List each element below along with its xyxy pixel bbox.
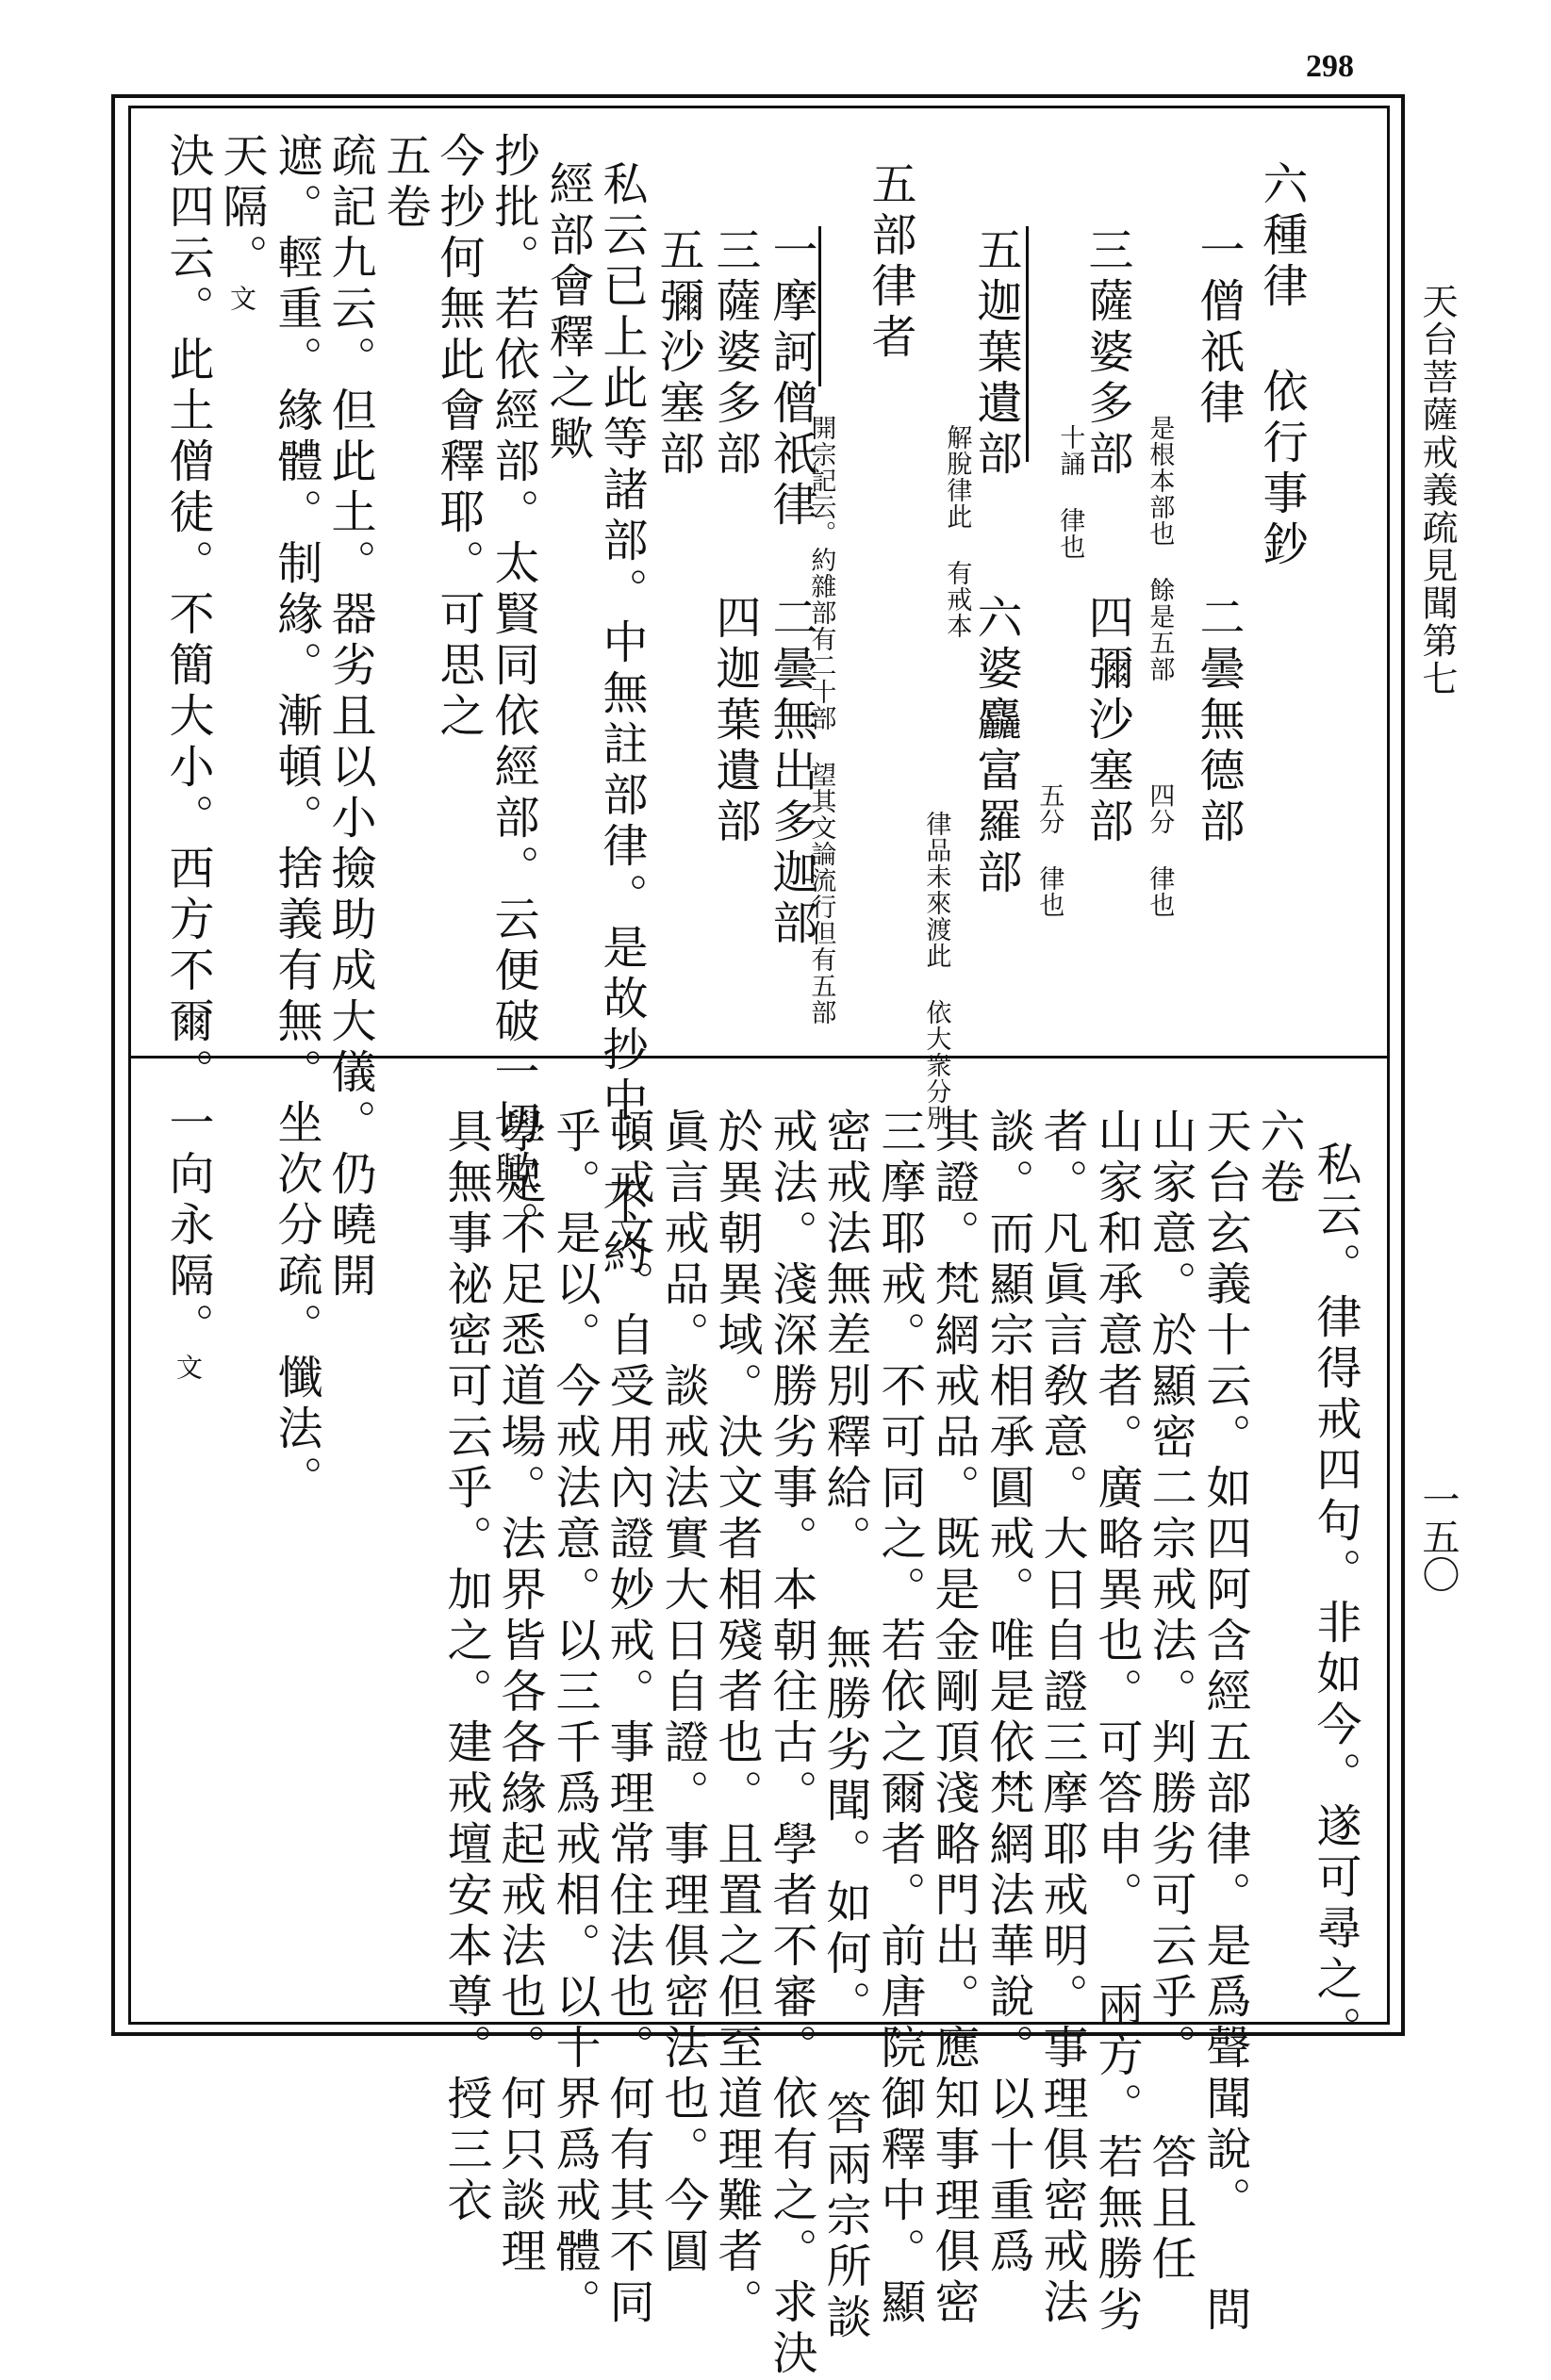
para3-line3-text: 天隔。 xyxy=(215,132,268,285)
six-types-label: 六種律 xyxy=(1255,160,1308,313)
six-types-item-3: 三薩婆多部 xyxy=(1081,226,1133,481)
running-foot: 一五〇 xyxy=(1416,1480,1460,1593)
lower-line-7: 其證。梵網戒品。既是金剛頂淺略門出。應知事理俱密 xyxy=(927,1108,980,2329)
six-types-source: 依行事鈔 xyxy=(1255,368,1308,571)
para3-end-mark: 文 xyxy=(226,285,257,312)
lower-line-8: 三摩耶戒。不可同之。若依之爾者。前唐院御釋中。顯 xyxy=(873,1108,926,2329)
lower-line-10: 戒法。淺深勝劣事。本朝往古。學者不審。依有之。求決 xyxy=(765,1108,817,2380)
six-types-item-6: 六婆麤富羅部 xyxy=(969,594,1022,899)
lower-line-11: 於異朝異域。決文者相殘者也。且置之但至道理難者。 xyxy=(710,1108,763,2329)
para3-line1: 疏記九云。但此土。器劣且以小撿助成大儀。仍曉開 xyxy=(323,132,376,1303)
six-types-item-2-note: 四分 律也 xyxy=(1145,782,1175,918)
six-types-item-4: 四彌沙塞部 xyxy=(1081,594,1133,848)
five-parts-note: 開宗記云。約雜部有二十部 望其文論流行但有五部 xyxy=(806,415,836,1026)
six-types-item-5-note: 解脫律此 有戒本 xyxy=(942,424,972,639)
para3-line2: 遮。輕重。緣體。制緣。漸頓。捨義有無。坐次分疏。懺法。 xyxy=(270,132,322,1506)
lower-line-13: 頓戒文。自受用內證妙戒。事理常住法也。何有其不同 xyxy=(602,1108,654,2329)
lower-line-5: 者。凡眞言敎意。大日自證三摩耶戒明。事理俱密戒法 xyxy=(1035,1108,1088,2329)
para2-line2: 今抄何無此會釋耶。可思之 xyxy=(432,132,485,743)
six-types-item-3-note: 十誦 律也 xyxy=(1055,424,1085,560)
six-types-item-1-note: 是根本部也 餘是五部 xyxy=(1145,415,1175,682)
lower-line-9: 密戒法無差別釋給。 無勝劣聞。如何。 答兩宗所談 xyxy=(818,1108,871,2344)
lower-line-16: 具無事祕密可云乎。加之。建戒壇安本尊。授三衣 xyxy=(439,1108,492,2227)
para3-line3 xyxy=(215,132,268,312)
lower-line-3: 山家意。於顯密二宗戒法。判勝劣可云乎。 答且任 xyxy=(1144,1108,1196,2286)
para2-line1: 抄批。若依經部。太賢同依經部。云便破一切歟。 xyxy=(487,132,539,1252)
tree-bracket-five xyxy=(818,226,821,386)
six-types-item-5: 五迦葉遺部 xyxy=(969,226,1022,481)
lower-line-12: 眞言戒品。談戒法實大日自證。事理俱密法也。今圓 xyxy=(656,1108,709,2278)
volume-6-heading: 六卷 xyxy=(1252,1108,1305,1209)
five-parts-item-1: 一摩訶僧祇律 xyxy=(765,226,817,532)
lower-line-2: 天台玄義十云。如四阿含經五部律。是爲聲聞說。 問 xyxy=(1198,1108,1251,2337)
lower-line-4: 山家和承意者。廣略異也。可答申。 兩方。若無勝劣 xyxy=(1090,1108,1143,2337)
tree-bracket-six xyxy=(1026,226,1029,462)
para1-line1: 私云已上此等諸部。中無註部律。是故抄中。不約 xyxy=(595,160,648,1280)
para4-end-mark: 文 xyxy=(173,1354,204,1381)
lower-line-6: 談。而顯宗相承圓戒。唯是依梵網法華說。以十重爲 xyxy=(982,1108,1034,2278)
para4-text: 決四云。此土僧徒。不簡大小。西方不爾。一向永隔。 xyxy=(161,132,214,1354)
lower-line-1: 私云。律得戒四句。非如今。遂可尋之。 xyxy=(1309,1141,1361,2057)
volume-5-heading: 五卷 xyxy=(378,132,431,234)
six-types-heading xyxy=(1255,160,1308,313)
five-parts-item-3: 三薩婆多部 xyxy=(708,226,761,481)
lower-line-15: 學足不足悉道場。法界皆各各緣起戒法也。何只談理 xyxy=(493,1108,546,2278)
para1-line2: 經部會釋之歟 xyxy=(541,160,594,466)
page-number: 298 xyxy=(1306,49,1354,84)
six-types-item-2: 二曇無德部 xyxy=(1192,594,1245,848)
lower-line-14: 乎。是以。今戒法意。以三千爲戒相。以十界爲戒體。 xyxy=(548,1108,601,2329)
six-types-item-6-note: 律品未來渡此 依大衆分別 xyxy=(921,811,951,1131)
para4-line1 xyxy=(161,132,214,1381)
five-parts-item-2: 二曇無出多迦部 xyxy=(765,594,817,950)
five-parts-item-5: 五彌沙塞部 xyxy=(652,226,704,481)
five-parts-item-4: 四迦葉遺部 xyxy=(708,594,761,848)
six-types-item-4-note: 五分 律也 xyxy=(1034,782,1064,918)
running-head: 天台菩薩戒義疏見聞第七 xyxy=(1416,283,1458,698)
five-parts-heading: 五部律者 xyxy=(864,160,916,364)
six-types-item-1: 一僧祇律 xyxy=(1192,226,1245,430)
